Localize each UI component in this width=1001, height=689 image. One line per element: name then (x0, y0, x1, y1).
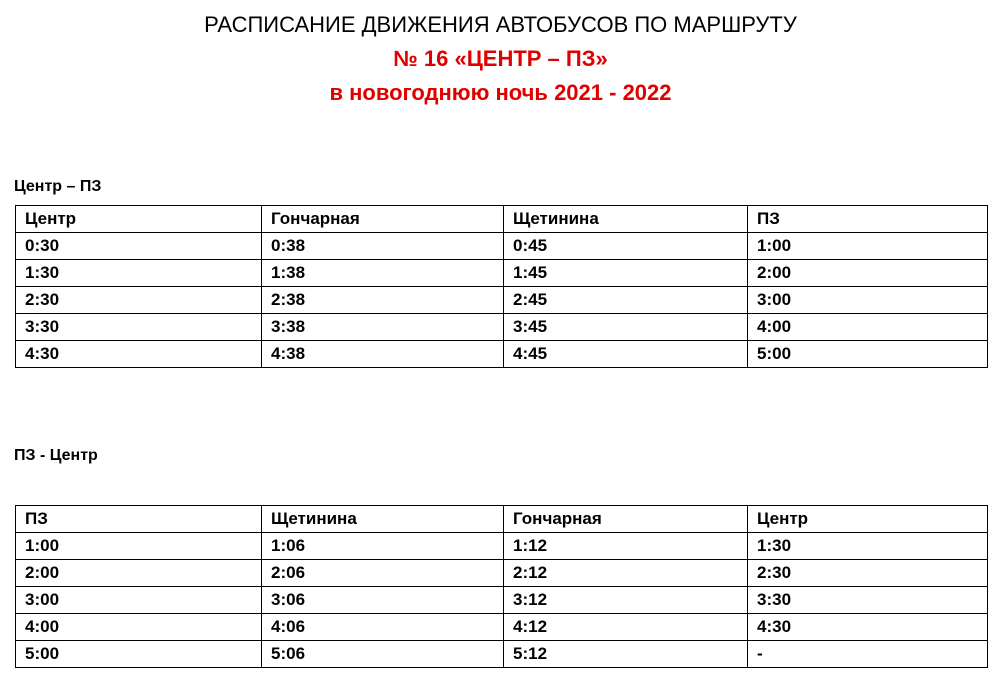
schedule-table-pz-to-center (15, 505, 988, 668)
column-header: ПЗ (748, 206, 988, 233)
time-cell: 2:38 (262, 287, 504, 314)
time-cell: 4:30 (748, 614, 988, 641)
time-cell: 2:00 (748, 260, 988, 287)
time-cell: 1:38 (262, 260, 504, 287)
schedule-table-center-to-pz (15, 205, 988, 368)
time-cell: 5:00 (748, 341, 988, 368)
time-cell: 3:12 (504, 587, 748, 614)
time-cell: 4:38 (262, 341, 504, 368)
table-row (16, 587, 988, 614)
time-cell: 0:45 (504, 233, 748, 260)
column-header: Щетинина (504, 206, 748, 233)
time-cell: 2:30 (748, 560, 988, 587)
time-cell: 4:00 (16, 614, 262, 641)
time-cell: 3:45 (504, 314, 748, 341)
time-cell: 3:30 (16, 314, 262, 341)
column-header: Центр (748, 506, 988, 533)
column-header: Гончарная (504, 506, 748, 533)
time-cell: 2:06 (262, 560, 504, 587)
schedule-subtitle: в новогоднюю ночь 2021 - 2022 (329, 80, 672, 105)
time-cell: 4:45 (504, 341, 748, 368)
time-cell: 0:38 (262, 233, 504, 260)
time-cell: 1:00 (16, 533, 262, 560)
time-cell: 1:45 (504, 260, 748, 287)
column-header: ПЗ (16, 506, 262, 533)
time-cell: 4:06 (262, 614, 504, 641)
time-cell: 5:00 (16, 641, 262, 668)
time-cell: 1:00 (748, 233, 988, 260)
column-header: Гончарная (262, 206, 504, 233)
column-header: Центр (16, 206, 262, 233)
table-row (16, 641, 988, 668)
time-cell: 3:38 (262, 314, 504, 341)
time-cell: 1:06 (262, 533, 504, 560)
time-cell: 1:30 (748, 533, 988, 560)
time-cell: 3:30 (748, 587, 988, 614)
time-cell: 4:12 (504, 614, 748, 641)
time-cell: 3:06 (262, 587, 504, 614)
time-cell: 2:00 (16, 560, 262, 587)
time-cell: 0:30 (16, 233, 262, 260)
time-cell: 5:06 (262, 641, 504, 668)
route-number: № 16 «ЦЕНТР – ПЗ» (393, 46, 608, 71)
table-row (16, 341, 988, 368)
time-cell: 3:00 (16, 587, 262, 614)
table-row (16, 614, 988, 641)
time-cell: 1:12 (504, 533, 748, 560)
table-row (16, 260, 988, 287)
table-row (16, 533, 988, 560)
document-header (0, 8, 1001, 110)
time-cell: 2:45 (504, 287, 748, 314)
time-cell: 1:30 (16, 260, 262, 287)
time-cell: 4:00 (748, 314, 988, 341)
table-row (16, 314, 988, 341)
time-cell: 4:30 (16, 341, 262, 368)
section-label-pz-to-center: ПЗ - Центр (14, 447, 98, 464)
time-cell: 5:12 (504, 641, 748, 668)
section-label-center-to-pz: Центр – ПЗ (14, 178, 102, 195)
time-cell: 2:12 (504, 560, 748, 587)
time-cell: 2:30 (16, 287, 262, 314)
table-row (16, 560, 988, 587)
time-cell: 3:00 (748, 287, 988, 314)
table-row (16, 287, 988, 314)
column-header: Щетинина (262, 506, 504, 533)
time-cell: - (748, 641, 988, 668)
table-header-row (16, 206, 988, 233)
table-header-row (16, 506, 988, 533)
document-title: РАСПИСАНИЕ ДВИЖЕНИЯ АВТОБУСОВ ПО МАРШРУТУ (204, 12, 797, 37)
table-row (16, 233, 988, 260)
